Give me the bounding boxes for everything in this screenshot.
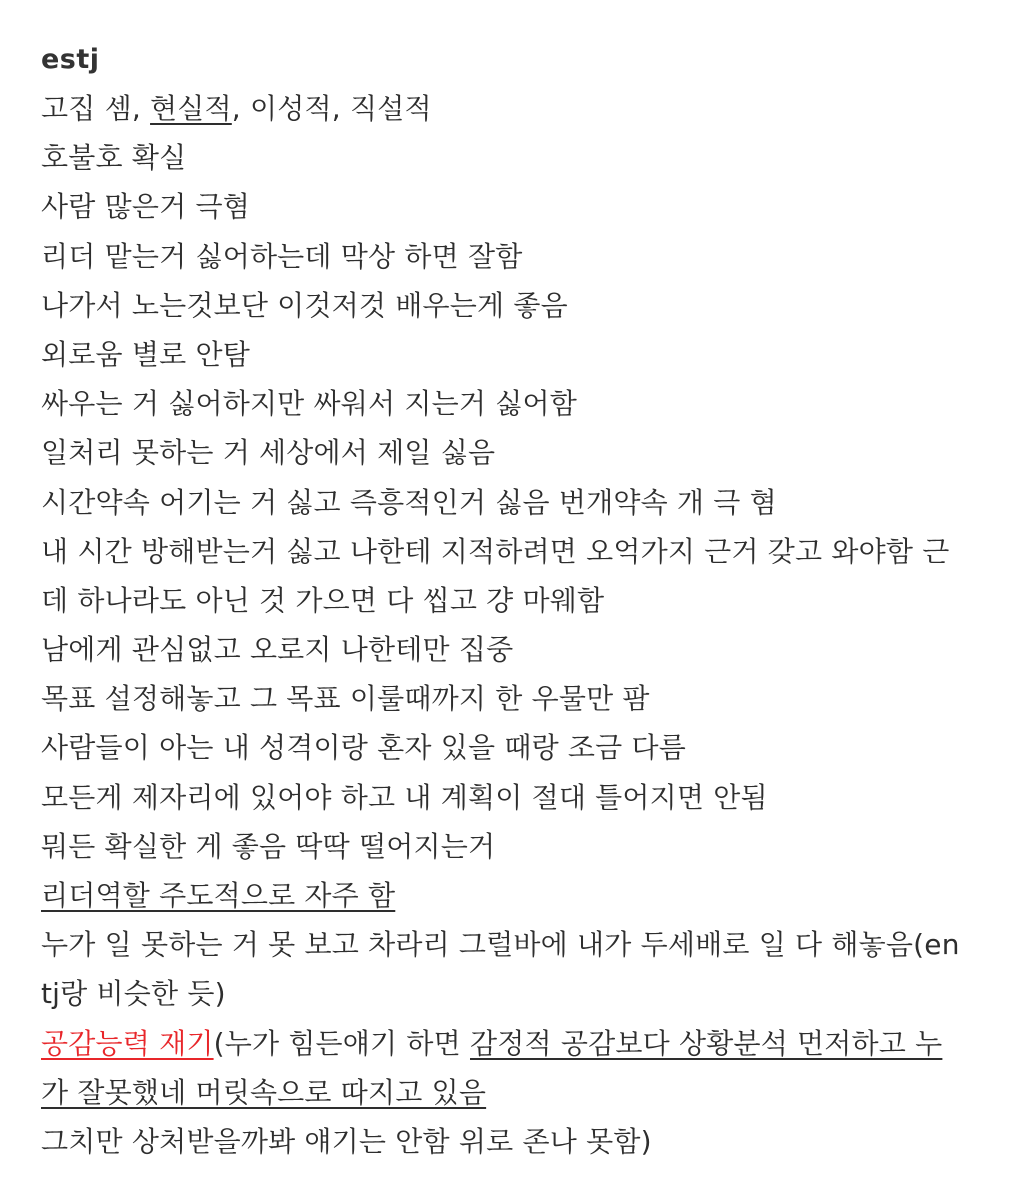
text-segment: 모든게 제자리에 있어야 하고 내 계획이 절대 틀어지면 안됨	[41, 780, 768, 814]
text-line	[41, 674, 1001, 723]
text-line	[41, 379, 1001, 428]
text-segment: 외로움 별로 안탐	[41, 337, 250, 371]
text-segment: 남에게 관심없고 오로지 나한테만 집중	[41, 633, 514, 667]
text-line	[41, 1019, 1001, 1068]
text-segment: 일처리 못하는 거 세상에서 제일 싫음	[41, 436, 496, 470]
text-segment: (누가 힘든얘기 하면	[213, 1026, 471, 1060]
document-body	[41, 84, 1001, 1166]
text-line	[41, 330, 1001, 379]
text-line	[41, 1117, 1001, 1166]
text-line	[41, 625, 1001, 674]
text-segment: tj랑 비슷한 듯)	[41, 977, 226, 1011]
text-segment: 리더 맡는거 싫어하는데 막상 하면 잘함	[41, 239, 523, 273]
text-line	[41, 723, 1001, 772]
text-line	[41, 428, 1001, 477]
text-line	[41, 920, 1001, 969]
underlined-text: 가 잘못했네 머릿속으로 따지고 있음	[41, 1075, 487, 1109]
text-line	[41, 182, 1001, 231]
text-segment: , 이성적, 직설적	[231, 92, 432, 125]
text-line	[41, 133, 1001, 182]
text-line	[41, 822, 1001, 871]
text-line	[41, 576, 1001, 625]
text-segment: 그치만 상처받을까봐 얘기는 안함 위로 존나 못함)	[41, 1124, 652, 1158]
text-line	[41, 84, 1001, 133]
text-line	[41, 773, 1001, 822]
text-line	[41, 232, 1001, 281]
document-title: estj	[41, 44, 100, 75]
text-line	[41, 1068, 1001, 1117]
underlined-text: 리더역할 주도적으로 자주 함	[41, 879, 396, 912]
text-segment: 누가 일 못하는 거 못 보고 차라리 그럴바에 내가 두세배로 일 다 해놓음(en	[41, 928, 960, 962]
text-line	[41, 478, 1001, 527]
text-segment: 목표 설정해놓고 그 목표 이룰때까지 한 우물만 팜	[41, 682, 650, 716]
document	[41, 36, 1001, 1166]
text-line	[41, 527, 1001, 576]
underlined-text: 공감능력 재기	[41, 1026, 214, 1060]
text-segment: 사람 많은거 극혐	[41, 190, 250, 224]
text-segment: 시간약속 어기는 거 싫고 즉흥적인거 싫음 번개약속 개 극 혐	[41, 485, 777, 519]
text-segment: 사람들이 아는 내 성격이랑 혼자 있을 때랑 조금 다름	[41, 731, 687, 765]
text-line	[41, 871, 1001, 920]
underlined-text: 감정적 공감보다 상황분석 먼저하고 누	[470, 1026, 943, 1060]
text-segment: 나가서 노는것보단 이것저것 배우는게 좋음	[41, 288, 568, 322]
text-segment: 뭐든 확실한 게 좋음 딱딱 떨어지는거	[41, 829, 496, 863]
text-segment: 데 하나라도 아닌 것 가으면 다 씹고 걍 마웨함	[41, 583, 605, 617]
text-line	[41, 969, 1001, 1018]
underlined-text: 현실적	[150, 92, 232, 125]
text-segment: 싸우는 거 싫어하지만 싸워서 지는거 싫어함	[41, 387, 577, 421]
text-segment: 내 시간 방해받는거 싫고 나한테 지적하려면 오억가지 근거 갖고 와야함 근	[41, 534, 950, 568]
text-segment: 호불호 확실	[41, 141, 187, 175]
text-line	[41, 281, 1001, 330]
text-segment: 고집 셈,	[41, 92, 151, 125]
